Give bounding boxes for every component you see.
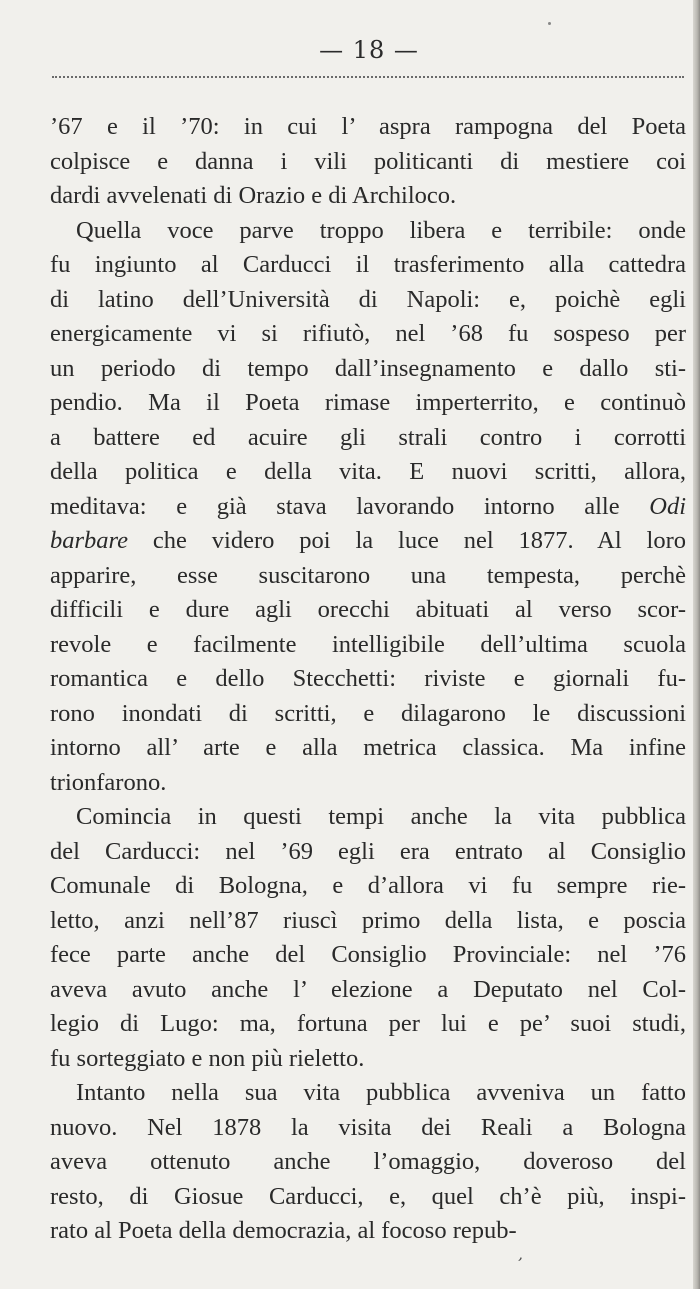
page-number: — 18 —: [319, 36, 419, 64]
text-line: un periodo di tempo dall’insegnamento e dallo sti-: [50, 354, 686, 382]
text-line: della politica e della vita. E nuovi scritti, allora,: [50, 458, 686, 485]
text-line: Comunale di Bologna, e d’allora vi fu sempre rie-: [50, 872, 686, 899]
text-line: Quella voce parve troppo libera e terribile: onde: [76, 216, 686, 244]
text-line: energicamente vi si rifiutò, nel ’68 fu sospeso per: [50, 320, 686, 347]
text-line: dardi avvelenati di Orazio e di Archiloco.: [50, 182, 457, 209]
text-line: legio di Lugo: ma, fortuna per lui e pe’ suoi studi,: [50, 1010, 686, 1037]
text-line: aveva avuto anche l’ elezione a Deputato nel Col-: [50, 975, 686, 1003]
text-line: revole e facilmente intelligibile dell’ultima scuola: [50, 630, 686, 658]
text-line: intorno all’ arte e alla metrica classica. Ma infine: [50, 734, 686, 761]
text-line: barbare che videro poi la luce nel 1877. Al loro: [50, 527, 686, 554]
text-line: romantica e dello Stecchetti: riviste e giornali fu-: [50, 665, 686, 692]
text-line: fu sorteggiato e non più rieletto.: [50, 1044, 365, 1072]
text-line: rono inondati di scritti, e dilagarono le discussioni: [50, 699, 686, 727]
text-line: nuovo. Nel 1878 la visita dei Reali a Bologna: [50, 1113, 686, 1141]
text-line: Intanto nella sua vita pubblica avveniva un fatto: [76, 1079, 686, 1106]
text-line: rato al Poeta della democrazia, al focoso repub-: [50, 1217, 517, 1244]
text-line: difficili e dure agli orecchi abituati al verso scor-: [50, 596, 686, 623]
page-edge: [693, 0, 700, 1289]
text-line: apparire, esse suscitarono una tempesta, perchè: [50, 561, 686, 589]
text-line: letto, anzi nell’87 riuscì primo della lista, e poscia: [50, 906, 686, 934]
text-line: Comincia in questi tempi anche la vita pubblica: [76, 803, 686, 830]
body-text: [50, 110, 686, 1249]
text-line: pendio. Ma il Poeta rimase imperterrito, e continuò: [50, 389, 686, 416]
text-line: fu ingiunto al Carducci il trasferimento alla cattedra: [50, 251, 686, 278]
text-line: colpisce e danna i vili politicanti di mestiere coi: [50, 147, 686, 175]
bottom-mark: ʼ: [513, 1253, 524, 1274]
text-line: resto, di Giosue Carducci, e, quel ch’è più, inspi-: [50, 1182, 686, 1210]
paragraph: [50, 110, 686, 214]
text-line: trionfarono.: [50, 768, 167, 796]
header-rule: [52, 76, 684, 78]
paragraph: [50, 800, 686, 1076]
text-line: di latino dell’Università di Napoli: e, poichè egli: [50, 285, 686, 313]
paragraph: [50, 214, 686, 801]
text-line: ’67 e il ’70: in cui l’ aspra rampogna del Poeta: [50, 113, 686, 140]
text-line: a battere ed acuire gli strali contro i corrotti: [50, 423, 686, 451]
text-line: aveva ottenuto anche l’omaggio, doveroso del: [50, 1148, 686, 1175]
text-line: del Carducci: nel ’69 egli era entrato al Consiglio: [50, 837, 686, 865]
paragraph: [50, 1076, 686, 1249]
text-line: fece parte anche del Consiglio Provinciale: nel ’76: [50, 941, 686, 968]
text-line: meditava: e già stava lavorando intorno alle Odi: [50, 492, 686, 520]
paper-speck: [548, 22, 551, 25]
